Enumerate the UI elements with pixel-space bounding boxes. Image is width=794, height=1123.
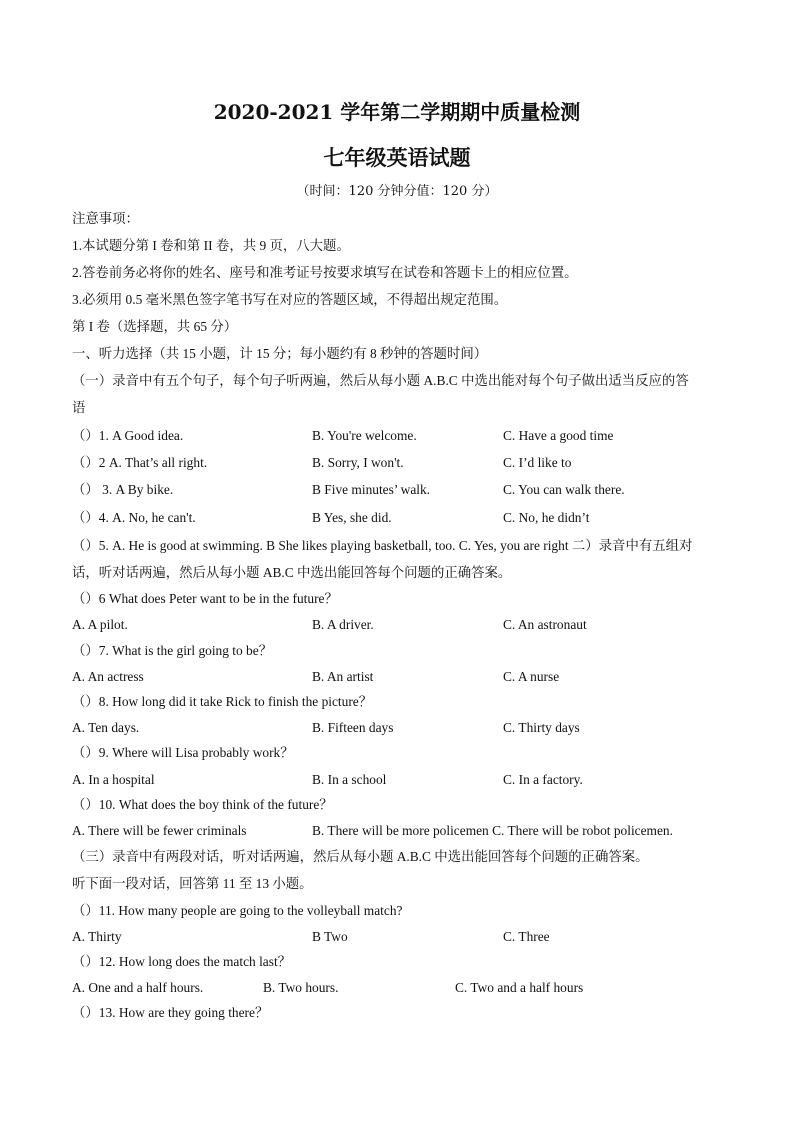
q8-option-a: A. Ten days. [72, 720, 140, 735]
sub3-dialog-intro: 听下面一段对话，回答第 11 至 13 小题。 [72, 876, 313, 891]
q9-option-c: C. In a factory. [503, 772, 583, 787]
q2-option-c: C. I’d like to [503, 455, 572, 470]
q6-option-a: A. A pilot. [72, 617, 128, 632]
q3-option-a: （） 3. A By bike. [72, 482, 174, 497]
q6-option-b: B. A driver. [312, 617, 374, 632]
q8-option-c: C. Thirty days [503, 720, 580, 735]
q7-option-c: C. A nurse [503, 669, 560, 684]
exam-title: 2020-2021 学年第二学期期中质量检测 [213, 100, 581, 124]
sub3-instruction: （三）录音中有两段对话，听对话两遍，然后从每小题 A.B.C 中选出能回答每个问题的正确答案。 [72, 849, 649, 864]
q13-stem: （）13. How are they going there？ [72, 1005, 269, 1020]
q6-stem: （）6 What does Peter want to be in the future？ [72, 591, 338, 606]
sub1-instruction-cont: 语 [72, 400, 86, 415]
q11-stem: （）11. How many people are going to the volleyball match? [72, 903, 403, 918]
q7-stem: （）7. What is the girl going to be？ [72, 643, 273, 658]
q12-option-a: A. One and a half hours. [72, 980, 204, 995]
exam-time-info: （时间：120 分钟分值：120 分） [296, 184, 498, 199]
q4-option-a: （）4. A. No, he can't. [72, 510, 196, 525]
q7-option-b: B. An artist [312, 669, 374, 684]
q11-option-c: C. Three [503, 929, 550, 944]
q4-option-b: B Yes, she did. [312, 510, 392, 525]
q1-option-a: （）1. A Good idea. [72, 428, 184, 443]
q1-option-b: B. You're welcome. [312, 428, 417, 443]
q12-option-b: B. Two hours. [263, 980, 339, 995]
q8-stem: （）8. How long did it take Rick to finish the picture？ [72, 694, 373, 709]
q5-line: （）5. A. He is good at swimming. B She likes playing basketball, too. C. Yes, you are right 二）录音中有五组对 [72, 538, 693, 553]
q12-option-c: C. Two and a half hours [455, 980, 584, 995]
q9-option-a: A. In a hospital [72, 772, 155, 787]
sub2-instruction: 话，听对话两遍，然后从每小题 AB.C 中选出能回答每个问题的正确答案。 [72, 565, 512, 580]
q3-option-c: C. You can walk there. [503, 482, 625, 497]
notes-heading: 注意事项： [72, 211, 139, 226]
q2-option-b: B. Sorry, I won't. [312, 455, 404, 470]
section1-heading: 一、听力选择（共 15 小题，计 15 分；每小题约有 8 秒钟的答题时间） [72, 346, 488, 361]
q9-option-b: B. In a school [312, 772, 387, 787]
q11-option-a: A. Thirty [72, 929, 122, 944]
q8-option-b: B. Fifteen days [312, 720, 394, 735]
q10-stem: （）10. What does the boy think of the future？ [72, 797, 333, 812]
note-item-2: 2.答卷前务必将你的姓名、座号和准考证号按要求填写在试卷和答题卡上的相应位置。 [72, 265, 578, 280]
sub1-instruction: （一）录音中有五个句子，每个句子听两遍，然后从每小题 A.B.C 中选出能对每个句子做出适当反应的答 [72, 373, 689, 388]
q2-option-a: （）2 A. That’s all right. [72, 455, 208, 470]
note-item-1: 1.本试题分第 I 卷和第 II 卷，共 9 页，八大题。 [72, 238, 350, 253]
q7-option-a: A. An actress [72, 669, 144, 684]
q9-stem: （）9. Where will Lisa probably work？ [72, 745, 294, 760]
q4-option-c: C. No, he didn’t [503, 510, 590, 525]
q10-option-a: A. There will be fewer criminals [72, 823, 247, 838]
note-item-3: 3.必须用 0.5 毫米黑色签字笔书写在对应的答题区域，不得超出规定范围。 [72, 292, 508, 307]
q12-stem: （）12. How long does the match last？ [72, 954, 292, 969]
q10-option-b-c: B. There will be more policemen C. There will be robot policemen. [312, 823, 673, 838]
q6-option-c: C. An astronaut [503, 617, 587, 632]
q11-option-b: B Two [312, 929, 348, 944]
part1-heading: 第 I 卷（选择题，共 65 分） [72, 319, 238, 334]
exam-subtitle: 七年级英语试题 [323, 145, 471, 170]
q1-option-c: C. Have a good time [503, 428, 614, 443]
q3-option-b: B Five minutes’ walk. [312, 482, 431, 497]
